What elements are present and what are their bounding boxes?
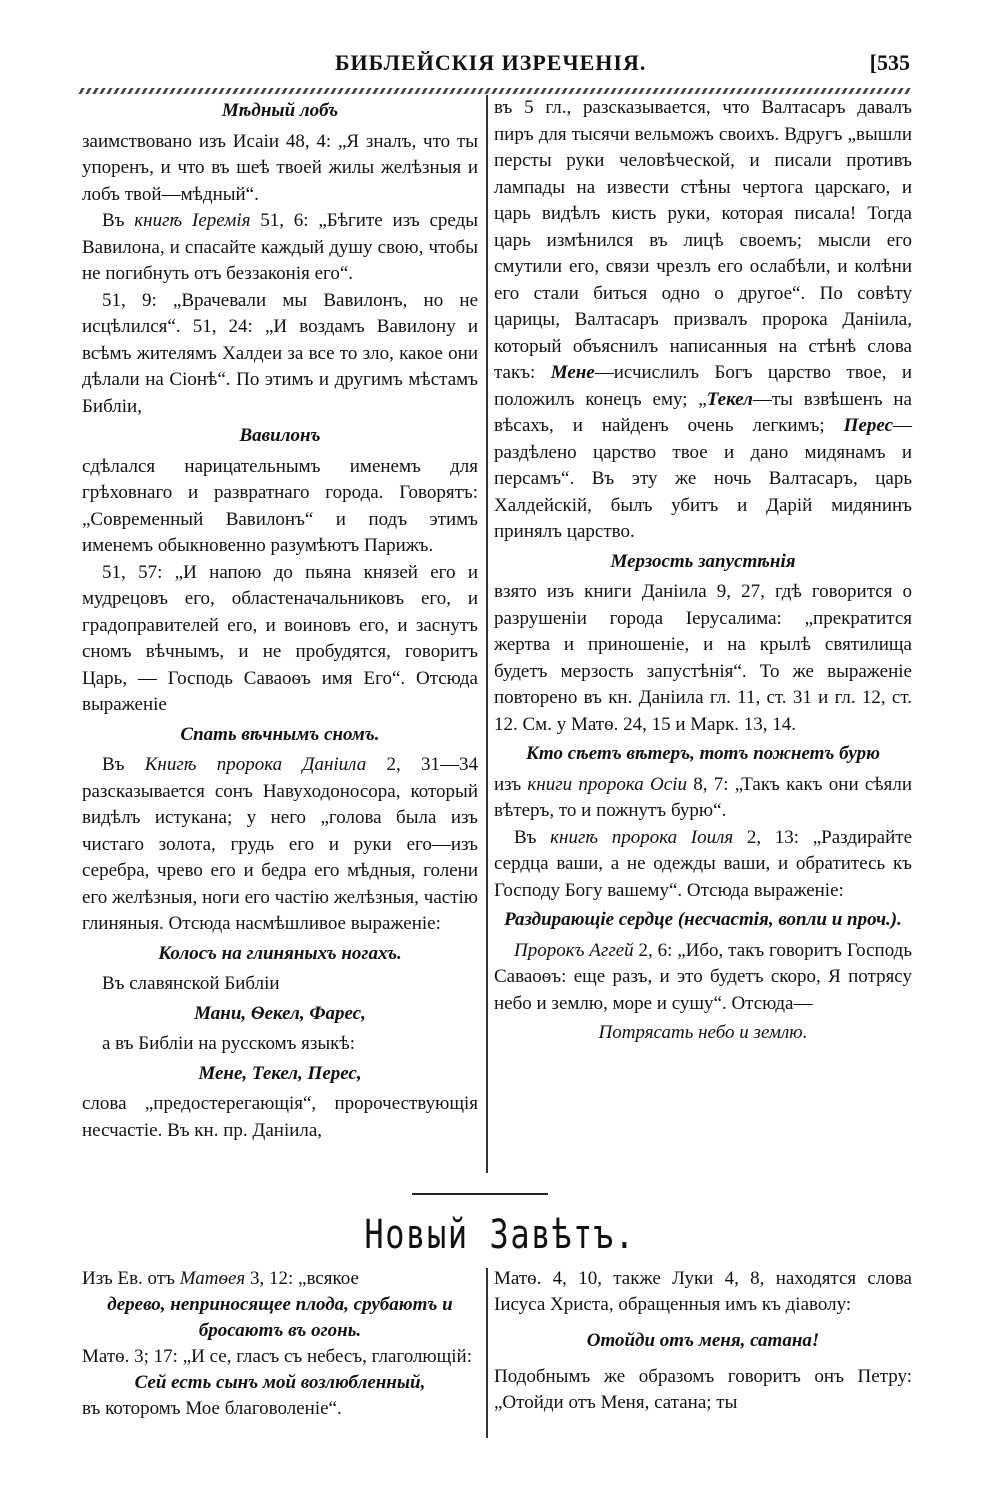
- paragraph: а въ Библіи на русскомъ языкѣ:: [102, 1033, 356, 1054]
- paragraph: Въ книгѣ пророка Іоиля 2, 13: „Раздирайте сердца ваши, а не одежды ваши, и обратитесь къ Господу Богу вашему“. Отсюда выраженіе:: [494, 826, 912, 901]
- paragraph: Въ славянской Библіи: [102, 973, 280, 994]
- phrase-heading: Отойди отъ меня, сатана!: [586, 1330, 820, 1351]
- paragraph: Изъ Ев. отъ Матѳея 3, 12: „всякое: [82, 1268, 359, 1289]
- page-number: [535: [869, 50, 910, 75]
- paragraph: взято изъ книги Даніила 9, 27, гдѣ говорится о разрушеніи города Іерусалима: „прекратится жертва и приношеніе, и на крылѣ святилища будетъ мерзость запустѣнія“. То же выраженіе повторено въ кн. Даніила гл. 11, ст. 31 и гл. 12, ст. 12. См. у Матѳ. 24, 15 и Марк. 13, 14.: [494, 581, 912, 735]
- paragraph: 51, 57: „И напою до пьяна князей его и мудрецовъ его, областеначальниковъ его, и градоправителей его, и воиновъ его, и заснутъ сномъ вѣчнымъ, и не пробудятся, говоритъ Царь, — Господь Саваоѳъ имя Его“. Отсюда выраженіе: [82, 561, 478, 715]
- phrase-heading: Мерзость запустѣнія: [610, 550, 796, 572]
- phrase-heading: дерево, неприносящее плода, срубаютъ и бросаютъ въ огонь.: [107, 1294, 453, 1341]
- running-title: БИБЛЕЙСКІЯ ИЗРЕЧЕНІЯ.: [335, 50, 647, 75]
- phrase-heading: Вавилонъ: [239, 425, 321, 446]
- bottom-left-column: [82, 1266, 478, 1422]
- paragraph: Пророкъ Аггей 2, 6: „Ибо, такъ говоритъ Господь Саваоѳъ: еще разъ, и это будетъ скоро, Я потрясу небо и землю, море и сушу“. Отсюда—: [494, 939, 912, 1014]
- column-divider: [486, 1268, 488, 1438]
- paragraph: Матѳ. 3; 17: „И се, гласъ съ небесъ, глаголющій:: [82, 1346, 472, 1367]
- phrase-heading: Сей есть сынъ мой возлюбленный,: [134, 1372, 426, 1393]
- paragraph: 51, 9: „Врачевали мы Вавилонъ, но не исцѣлился“. 51, 24: „И воздамъ Вавилону и всѣмъ жителямъ Халдеи за все то зло, какое они дѣлали на Сіонѣ“. По этимъ и другимъ мѣстамъ Библіи,: [82, 289, 478, 417]
- paragraph: Подобнымъ же образомъ говоритъ онъ Петру: „Отойди отъ Меня, сатана; ты: [494, 1366, 912, 1413]
- phrase-heading: Потрясать небо и землю.: [598, 1022, 808, 1043]
- section-separator: [412, 1193, 548, 1195]
- paragraph: Въ Книгѣ пророка Даніила 2, 31—34 разсказывается сонъ Навуходоносора, который видѣлъ истукана; у него „голова была изъ чистаго золота, грудь его и руки его—изъ серебра, чрево его и бедра его мѣдныя, голени его желѣзныя, ноги его частію желѣзныя, частію глиняныя. Отсюда насмѣшливое выраженіе:: [82, 754, 479, 934]
- bottom-right-column: [494, 1266, 912, 1416]
- phrase-heading: Колосъ на глиняныхъ ногахъ.: [158, 942, 402, 964]
- paragraph: въ 5 гл., разсказывается, что Валтасаръ давалъ пиръ для тысячи вельможъ своихъ. Вдругъ „вышли персты руки человѣческой, и писали противъ лампады на извести стѣны чертога царскаго, и царь видѣлъ кисть руки, которая писала! Тогда царь измѣнился въ лицѣ своемъ; мысли его смутили его, связи чрезлъ его ослабѣли, и колѣни его стали биться одно о другое“. По совѣту царицы, Валтасаръ призвалъ пророка Даніила, который объяснилъ написанныя на стѣнѣ слова такъ: Мене—исчислилъ Богъ царство твое, и положилъ конецъ ему; „Текел—ты взвѣшенъ на вѣсахъ, и найденъ очень легкимъ; Перес—раздѣлено царство твое и дано мидянамъ и персамъ“. Въ эту же ночь Валтасаръ, царь Халдейскій, былъ убитъ и Дарій мидянинъ принялъ царство.: [494, 97, 912, 542]
- phrase-heading: Раздирающіе сердце (несчастія, вопли и проч.).: [504, 909, 902, 930]
- paragraph: сдѣлался нарицательнымъ именемъ для грѣховнаго и развратнаго города. Говорятъ: „Современный Вавилонъ“ и подъ этимъ именемъ обыкновенно разумѣютъ Парижъ.: [82, 455, 478, 556]
- paragraph: Матѳ. 4, 10, также Луки 4, 8, находятся слова Іисуса Христа, обращенныя имъ къ діаволу:: [494, 1268, 912, 1315]
- phrase-heading: Спать вѣчнымъ сномъ.: [180, 723, 380, 745]
- left-column: [82, 95, 478, 1144]
- header-wavy-rule: [78, 88, 911, 94]
- running-header: [80, 50, 910, 86]
- phrase-heading: Мене, Текел, Перес,: [198, 1062, 362, 1084]
- paragraph: Въ книгѣ Іеремія 51, 6: „Бѣгите изъ среды Вавилона, и спасайте каждый душу свою, чтобы не погибнуть отъ беззаконія его“.: [82, 210, 479, 284]
- column-divider: [486, 95, 488, 1173]
- phrase-heading: Мани, Ѳекел, Фарес,: [194, 1002, 366, 1024]
- phrase-heading: Кто сѣетъ вѣтеръ, тотъ пожнетъ бурю: [526, 743, 880, 764]
- section-title: Новый Завѣтъ.: [364, 1212, 636, 1258]
- paragraph: заимствовано изъ Исаіи 48, 4: „Я зналъ, что ты упоренъ, и что въ шеѣ твоей жилы желѣзныя и лобъ твой—мѣдный“.: [82, 130, 478, 205]
- paragraph: въ которомъ Мое благоволеніе“.: [82, 1398, 342, 1419]
- phrase-heading: Мѣдный лобъ: [221, 100, 339, 121]
- paragraph: изъ книги пророка Осіи 8, 7: „Такъ какъ они сѣяли вѣтеръ, то и пожнутъ бурю“.: [494, 773, 912, 821]
- right-column: [494, 95, 912, 1051]
- paragraph: слова „предостерегающія“, пророчествующія несчастіе. Въ кн. пр. Даніила,: [82, 1093, 478, 1141]
